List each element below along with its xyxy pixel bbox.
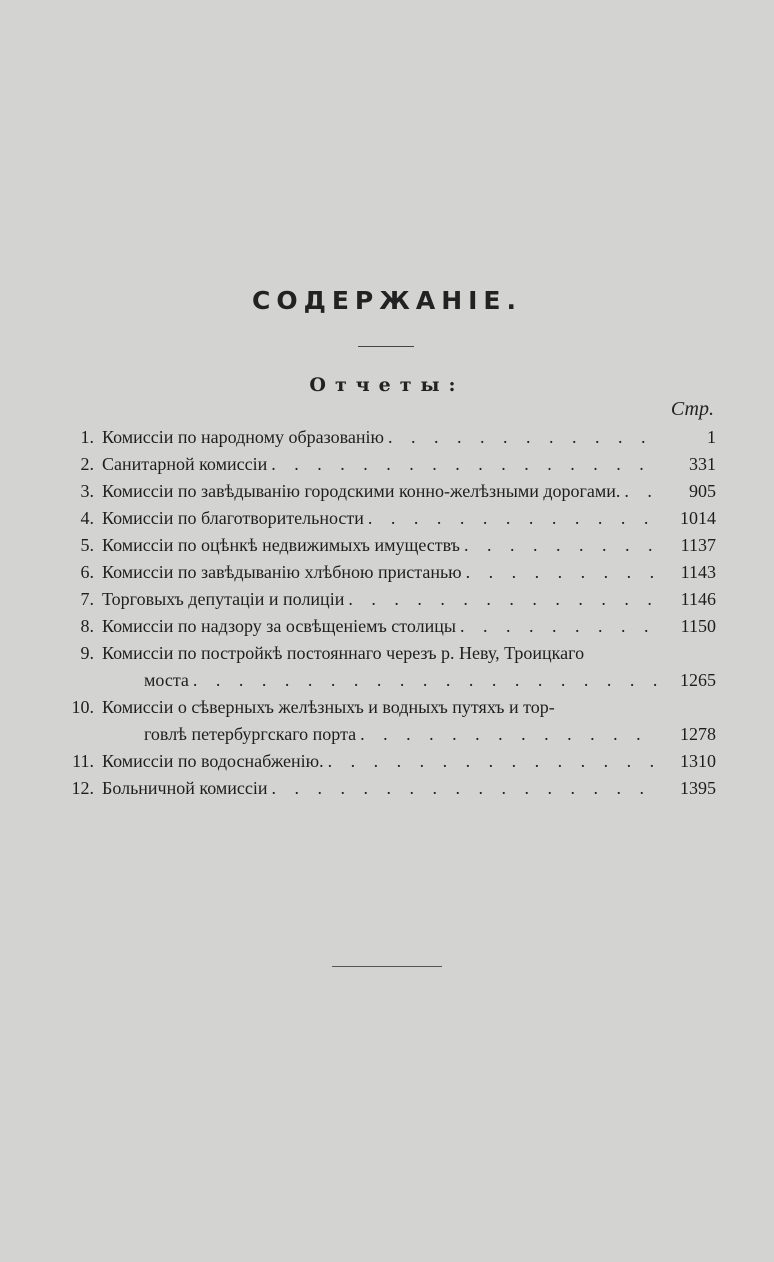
toc-entry-number: 11. [72, 751, 94, 771]
title-divider [358, 346, 414, 347]
toc-entry-number: 10. [71, 697, 94, 717]
toc-entry-body [102, 559, 716, 586]
toc-entry-page: 1265 [680, 670, 716, 690]
toc-entry-title: Комиссіи по благотворительности [102, 508, 364, 528]
toc-entry-page: 1137 [680, 535, 716, 555]
toc-entry-page: 1150 [680, 616, 716, 636]
toc-entry-line [60, 532, 716, 559]
toc-entry-title: Комиссіи по завѣдыванію городскими конно-желѣзными дорогами. [102, 481, 621, 501]
toc-entry-line [60, 640, 716, 667]
toc-entry-line [60, 721, 716, 748]
toc-entry-title: говлѣ петербургскаго порта [144, 724, 357, 744]
page-column-label: Стр. [670, 398, 714, 420]
toc-entry-title: Комиссіи о сѣверныхъ желѣзныхъ и водныхъ путяхъ и тор- [102, 697, 555, 717]
toc-leader-dots [456, 613, 660, 640]
toc-entry-line [60, 694, 716, 721]
toc-entry [60, 694, 716, 748]
toc-entry [60, 505, 716, 532]
toc-entry-body [102, 775, 716, 802]
toc-entry-line [60, 667, 716, 694]
toc-entry-number: 9. [80, 643, 94, 663]
toc-entry [60, 478, 716, 505]
toc-entry-number: 4. [80, 508, 94, 528]
toc-entry-title: Больничной комиссіи [102, 778, 268, 798]
toc-entry-page: 1146 [680, 589, 716, 609]
toc-leader-dots [462, 559, 660, 586]
toc-entry-body [102, 721, 716, 748]
toc-leader-dots [268, 775, 661, 802]
bottom-divider [332, 966, 442, 967]
toc-entry-number: 3. [80, 481, 94, 501]
toc-entry-title: Комиссіи по оцѣнкѣ недвижимыхъ имуществъ [102, 535, 460, 555]
toc-entry-body [102, 667, 716, 694]
toc-entry [60, 613, 716, 640]
toc-entry-number: 5. [80, 535, 94, 555]
toc-entry [60, 775, 716, 802]
toc-entry-line [60, 505, 716, 532]
toc-entry [60, 424, 716, 451]
toc-leader-dots [620, 478, 660, 505]
toc-entry [60, 451, 716, 478]
toc-entry-page: 331 [689, 454, 716, 474]
toc-entry-line [60, 775, 716, 802]
toc-entry-body [102, 748, 716, 775]
toc-entry [60, 640, 716, 694]
toc-entry-number: 12. [71, 778, 94, 798]
toc-entry-title: Комиссіи по народному образованію [102, 427, 384, 447]
toc-entry-number: 6. [80, 562, 94, 582]
toc-entry-body [102, 505, 716, 532]
toc-entry-title: Комиссіи по надзору за освѣщеніемъ столицы [102, 616, 457, 636]
toc-entry-line [60, 424, 716, 451]
toc-entry-page: 905 [689, 481, 716, 501]
toc-entry [60, 532, 716, 559]
toc-entry-number: 8. [80, 616, 94, 636]
toc-entry-body [102, 694, 716, 721]
toc-entry-body [102, 640, 716, 667]
toc-entry-number: 7. [80, 589, 94, 609]
toc-entry-number: 2. [80, 454, 94, 474]
toc-entry-page: 1310 [680, 751, 716, 771]
page-title: СОДЕРЖАНІЕ. [251, 286, 523, 315]
toc-entry-line [60, 478, 716, 505]
toc-entry [60, 748, 716, 775]
toc-entry-body [102, 613, 716, 640]
toc-entry-page: 1278 [680, 724, 716, 744]
toc-entry-page: 1395 [680, 778, 716, 798]
toc-entry-title: Санитарной комиссіи [102, 454, 268, 474]
toc-entry-body [102, 586, 716, 613]
toc-entry-title: Комиссіи по водоснабженію. [102, 751, 324, 771]
toc-entry-title: Комиссіи по завѣдыванію хлѣбною пристанью [102, 562, 462, 582]
toc-entry-page: 1 [707, 427, 716, 447]
toc-leader-dots [356, 721, 660, 748]
toc-entry-line [60, 613, 716, 640]
toc-leader-dots [324, 748, 660, 775]
toc-entry-page: 1143 [680, 562, 716, 582]
toc-entry-number: 1. [80, 427, 94, 447]
toc-entry-title: Комиссіи по постройкѣ постояннаго черезъ р. Неву, Троицкаго [102, 643, 585, 663]
toc-entry-line [60, 748, 716, 775]
toc-entry-title: моста [144, 670, 189, 690]
toc-leader-dots [460, 532, 660, 559]
section-heading: Отчеты: [309, 374, 465, 396]
toc-entry-page: 1014 [680, 508, 716, 528]
toc-entry-body [102, 478, 716, 505]
toc-entry-title: Торговыхъ депутаціи и полиціи [102, 589, 345, 609]
toc-leader-dots [344, 586, 660, 613]
toc-entry [60, 559, 716, 586]
toc-leader-dots [384, 424, 660, 451]
toc-entry-body [102, 424, 716, 451]
toc-entry-body [102, 532, 716, 559]
toc-leader-dots [189, 667, 660, 694]
toc-entry-line [60, 586, 716, 613]
toc-entry [60, 586, 716, 613]
table-of-contents [60, 424, 716, 802]
toc-entry-line [60, 451, 716, 478]
toc-entry-body [102, 451, 716, 478]
toc-leader-dots [364, 505, 660, 532]
toc-leader-dots [267, 451, 660, 478]
toc-entry-line [60, 559, 716, 586]
